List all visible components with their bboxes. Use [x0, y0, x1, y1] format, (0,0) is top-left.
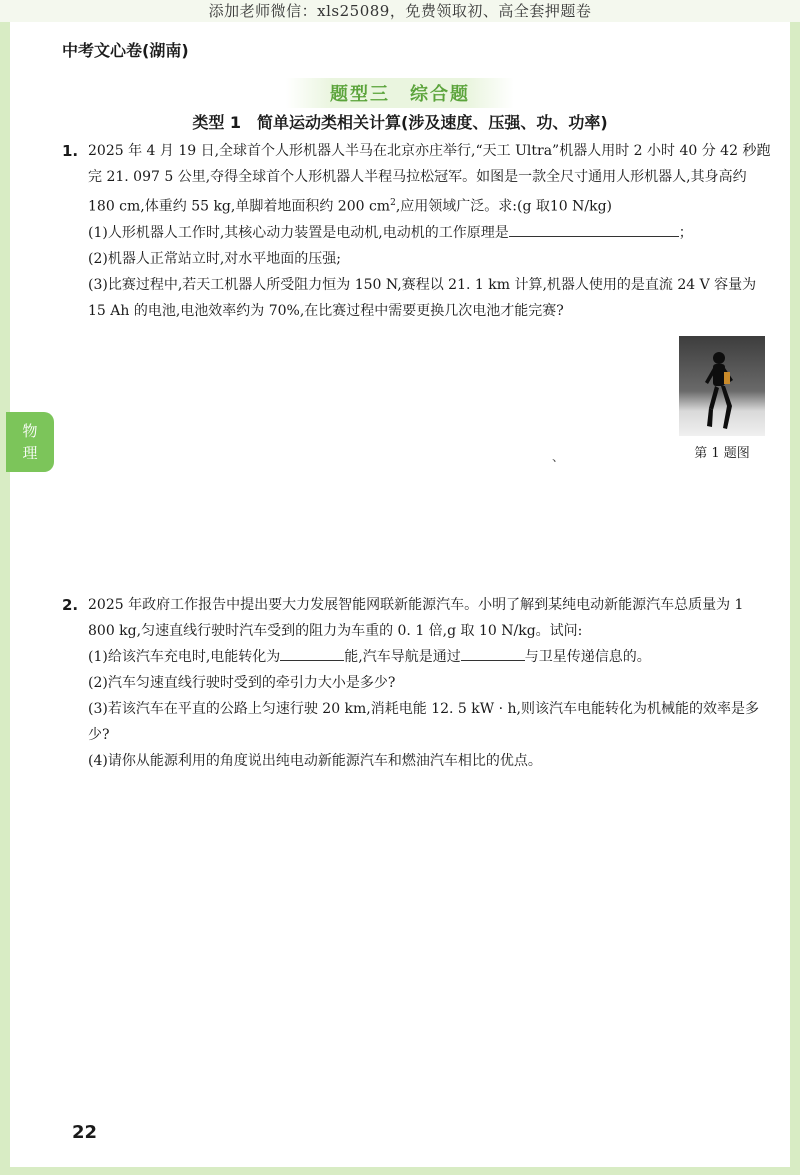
figure-caption: 第 1 题图	[694, 446, 750, 461]
sub-question-2: (2)机器人正常站立时,对水平地面的压强;	[88, 250, 341, 267]
sub-question-3: (3)比赛过程中,若天工机器人所受阻力恒为 150 N,赛程以 21. 1 km 计算,机器人使用的是直流 24 V 容量为 15 Ah 的电池,电池效率约为 70%,在比赛过程中需要更换几次电池才能完赛?	[88, 276, 757, 319]
question-body	[62, 138, 774, 324]
question-body	[62, 592, 774, 774]
section-title: 题型三 综合题	[286, 78, 514, 108]
answer-blank[interactable]	[461, 644, 525, 661]
robot-silhouette-icon	[679, 336, 765, 436]
side-tab-char-2: 理	[22, 444, 38, 462]
sub-question-3: (3)若该汽车在平直的公路上匀速行驶 20 km,消耗电能 12. 5 kW · h,则该汽车电能转化为机械能的效率是多少?	[88, 701, 759, 743]
watermark-banner: 添加老师微信：xls25089，免费领取初、高全套押题卷	[0, 0, 800, 22]
sub-question-4: (4)请你从能源利用的角度说出纯电动新能源汽车和燃油汽车相比的优点。	[88, 753, 542, 769]
book-header-title: 中考文心卷(湖南)	[62, 41, 189, 60]
question-2	[62, 592, 774, 774]
stray-mark: 、	[552, 450, 565, 464]
question-stem: 2025 年政府工作报告中提出要大力发展智能网联新能源汽车。小明了解到某纯电动新能源汽车总质量为 1 800 kg,匀速直线行驶时汽车受到的阻力为车重的 0. 1 倍,g 取 10 N/kg。试问:	[88, 597, 744, 639]
robot-figure-image	[679, 336, 765, 436]
answer-blank[interactable]	[280, 644, 344, 661]
sub-question-1: (1)人形机器人工作时,其核心动力装置是电动机,电动机的工作原理是 ；	[88, 220, 774, 246]
sub-question-1: (1)给该汽车充电时,电能转化为 能,汽车导航是通过 与卫星传递信息的。	[88, 644, 774, 670]
subsection-title: 类型 1 简单运动类相关计算(涉及速度、压强、功、功率)	[192, 113, 608, 132]
subject-side-tab	[6, 412, 54, 472]
sub-question-2: (2)汽车匀速直线行驶时受到的牵引力大小是多少?	[88, 675, 396, 691]
answer-blank[interactable]	[509, 220, 679, 237]
page-number: 22	[72, 1122, 98, 1143]
side-tab-char-1: 物	[22, 422, 38, 440]
question-1	[62, 138, 774, 324]
question-stem: 2025 年 4 月 19 日,全球首个人形机器人半马在北京亦庄举行,“天工 Ultra”机器人用时 2 小时 40 分 42 秒跑完 21. 097 5 公里,夺得全球首个人形机器人半程马拉松冠军。如图是一款全尺寸通用人形机器人,其身高约 180 cm,体重约 55 kg,单脚着地面积约 200 $cm^2$,应用领域广泛。求:(g 取10 N/kg)	[88, 143, 771, 215]
question-number: 1.	[62, 142, 79, 160]
section-heading	[0, 78, 800, 108]
question-number: 2.	[62, 596, 79, 614]
